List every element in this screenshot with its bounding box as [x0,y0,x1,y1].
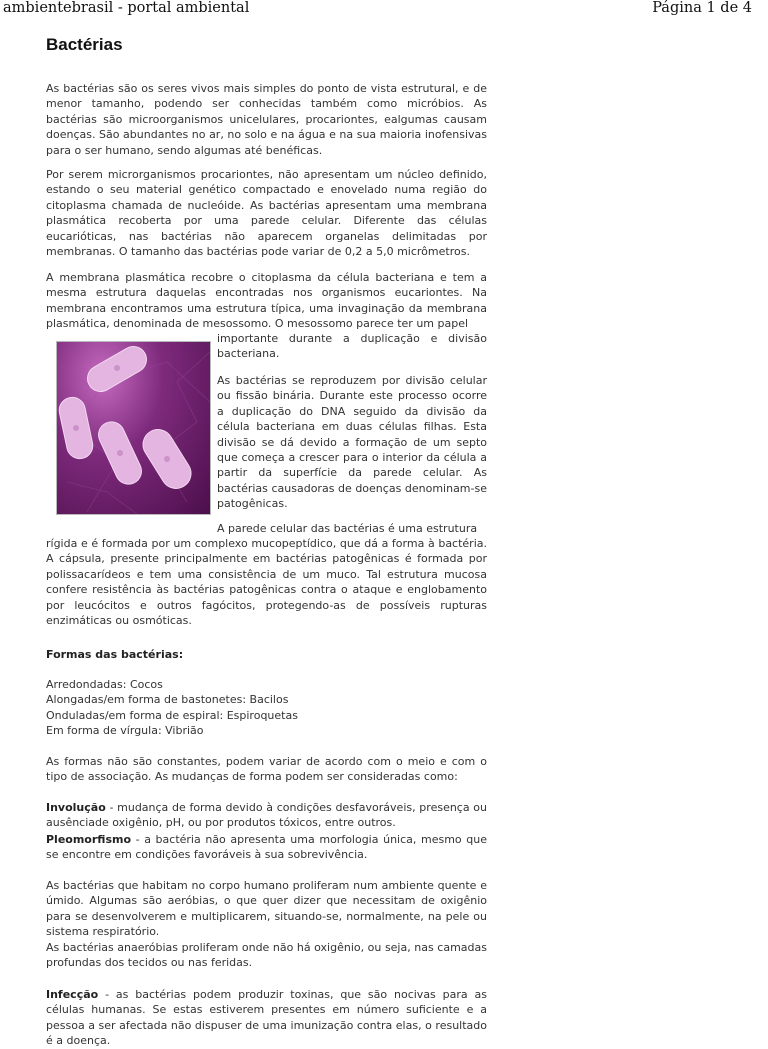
mesossomo-paragraph-continued: importante durante a duplicação e divisão bacteriana. [217,332,487,361]
formas-variacao-paragraph: As formas não são constantes, podem variar de acordo com o meio e com o tipo de associação. As mudanças de forma podem ser consideradas como: [46,755,487,784]
pleomorfismo-definition [46,832,487,863]
involucao-term: Involução [46,801,106,814]
list-item: Arredondadas: Cocos [46,678,163,691]
list-item: Alongadas/em forma de bastonetes: Bacilos [46,693,289,707]
procariontes-paragraph: Por serem microrganismos procariontes, não apresentam um núcleo definido, estando o seu material genético compactado e enovelado numa região do citoplasma chamada de nucleóide. As bactérias apresentam uma membrana plasmática recoberta por uma parede celular. Diferente das células eucarióticas, nas bactérias não aparecem organelas delimitadas por membranas. O tamanho das bactérias pode variar de 0,2 a 5,0 micrômetros. [46,168,487,259]
pleomorfismo-text: - a bactéria não apresenta uma morfologia única, mesmo que se encontre em condições favoráveis à sua sobrevivência. [46,833,487,862]
infeccao-term: Infecção [46,988,99,1001]
page-number: Página 1 de 4 [652,0,752,16]
membrana-paragraph: A membrana plasmática recobre o citoplasma da célula bacteriana e tem a mesma estrutura daquelas encontradas nos organismos eucariontes. Na membrana encontramos uma estrutura típica, uma invaginação da membrana plasmática, denominada de mesossomo. O mesossomo parece ter um papel [46,271,487,331]
parede-paragraph-start: A parede celular das bactérias é uma estrutura [217,522,478,535]
anaerobias-paragraph: As bactérias anaeróbias proliferam onde não há oxigênio, ou seja, nas camadas profundas dos tecidos ou nas feridas. [46,941,487,970]
formas-list [46,677,298,739]
bacteria-micrograph-image [56,341,211,515]
intro-paragraph: As bactérias são os seres vivos mais simples do ponto de vista estrutural, e de menor tamanho, podendo ser conhecidas também como micróbios. As bactérias são microorganismos unicelulares, procariontes, ealgumas causam doenças. São abundantes no ar, no solo e na água e na sua maioria inofensivas para o ser humano, sendo algumas até benéficas. [46,82,487,157]
involucao-text: - mudança de forma devido à condições desfavoráveis, presença ou ausênciade oxigênio, pH, ou por produtos tóxicos, entre outros. [46,801,487,830]
reproducao-paragraph: As bactérias se reproduzem por divisão celular ou fissão binária. Durante este processo ocorre a duplicação do DNA seguido da divisão da célula bacteriana em duas células filhas. Esta divisão se dá devido a formação de um septo que começa a crescer para o interior da célula a partir da superfície da parede celular. As bactérias causadoras de doenças denominam-se patogênicas. [217,374,487,511]
involucao-definition [46,800,487,831]
infeccao-text: - as bactérias podem produzir toxinas, que são nocivas para as células humanas. Se estas estiverem presentes em número suficiente e a pessoa a ser afectada não dispuser de uma imunização contra elas, o resultado é a doença. [46,988,487,1048]
list-item: Em forma de vírgula: Vibrião [46,724,204,738]
site-name: ambientebrasil - portal ambiental [3,0,250,16]
list-item: Onduladas/em forma de espiral: Espiroquetas [46,708,298,722]
bacteria-illustration [57,342,210,514]
pdf-page-header [0,0,768,20]
habitat-paragraph: As bactérias que habitam no corpo humano proliferam num ambiente quente e úmido. Algumas são aeróbias, o que quer dizer que necessitam de oxigênio para se desenvolverem e multiplicarem, situando-se, normalmente, na pele ou sistema respiratório. [46,879,487,939]
formas-heading: Formas das bactérias: [46,648,184,661]
pleomorfismo-term: Pleomorfismo [46,833,132,846]
infeccao-definition [46,987,487,1049]
page-title: Bactérias [46,35,123,54]
parede-paragraph: rígida e é formada por um complexo mucopeptídico, que dá a forma à bactéria. A cápsula, presente principalmente em bactérias patogênicas é formada por polissacarídeos e tem uma consistência de um muco. Tal estrutura mucosa confere resistência às bactérias patogênicas contra o ataque e englobamento por leucócitos e outros fagócitos, protegendo-as de possíveis rupturas enzimáticas ou osmóticas. [46,537,487,628]
